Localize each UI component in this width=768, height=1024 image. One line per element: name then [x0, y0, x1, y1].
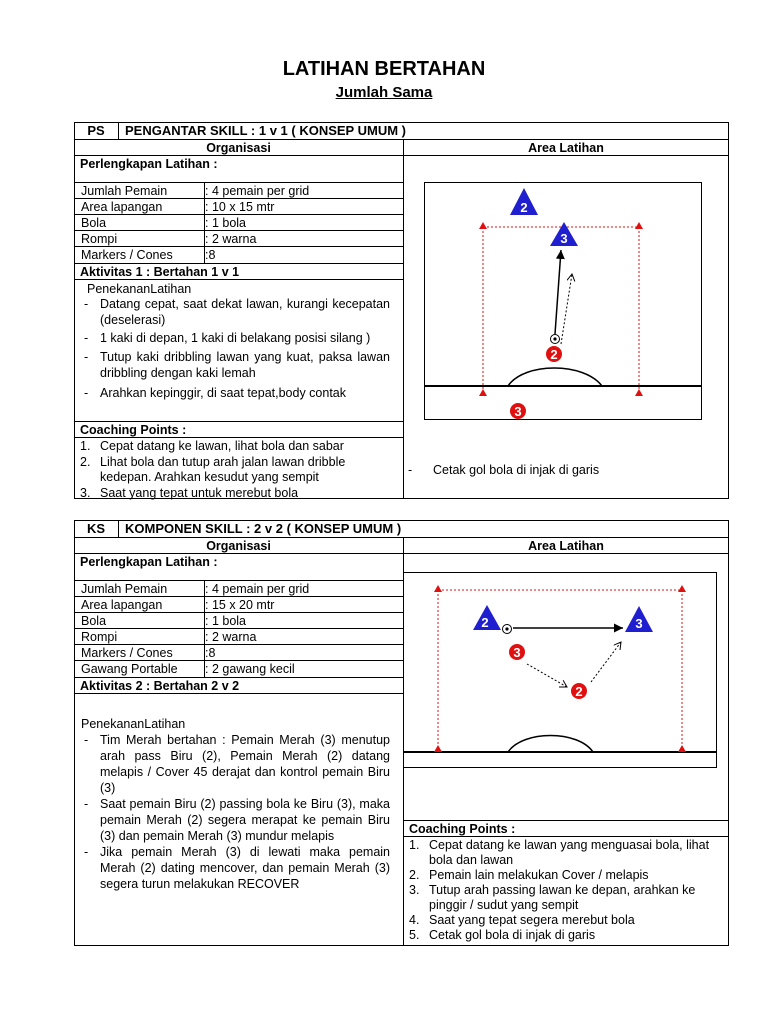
section2-field-diagram	[403, 572, 717, 768]
player-label: 3	[560, 231, 568, 246]
section1-coaching-title: Coaching Points :	[80, 423, 187, 437]
equip-key: Area lapangan	[81, 200, 163, 214]
player-label: 3	[635, 616, 643, 631]
section2-col-area: Area Latihan	[528, 539, 604, 553]
equip-value: : 1 bola	[205, 614, 247, 628]
player-label: 2	[481, 615, 489, 630]
player-label: 2	[575, 684, 583, 699]
list-item: - Tutup kaki dribbling lawan yang kuat, paksa lawan dribbling dengan kaki lemah	[74, 349, 390, 381]
section1-equip-title: Perlengkapan Latihan :	[80, 157, 218, 171]
list-item: - Tim Merah bertahan : Pemain Merah (3) menutup arah pass Biru (2), Pemain Merah (2) datang melapis / Cover 45 derajat dan kontrol pemain Biru (3)	[74, 732, 390, 796]
page-title: LATIHAN BERTAHAN	[282, 58, 486, 80]
equip-value: : 4 pemain per grid	[205, 184, 310, 198]
section2-coaching-list	[403, 838, 725, 943]
equip-key: Bola	[81, 614, 107, 628]
list-item: 2. Pemain lain melakukan Cover / melapis	[409, 868, 649, 882]
list-item: - Saat pemain Biru (2) passing bola ke Biru (3), maka pemain Merah (2) segera merapat ke pemain Biru (3) dan pemain Merah (3) mundur melapis	[74, 796, 390, 844]
section2-activity: Aktivitas 2 : Bertahan 2 v 2	[80, 679, 240, 693]
section2-equip-title: Perlengkapan Latihan :	[80, 555, 218, 569]
section1-col-area: Area Latihan	[528, 141, 604, 155]
equip-key: Bola	[81, 216, 107, 230]
equip-key: Rompi	[81, 232, 118, 246]
section2-heading: KOMPONEN SKILL : 2 v 2 ( KONSEP UMUM )	[125, 521, 402, 536]
equip-value: : 10 x 15 mtr	[205, 200, 275, 214]
list-item: 1. Cepat datang ke lawan, lihat bola dan sabar	[80, 439, 344, 453]
list-item: - 1 kaki di depan, 1 kaki di belakang posisi silang )	[74, 330, 390, 346]
section1-field-diagram	[424, 182, 702, 420]
equip-key: Rompi	[81, 630, 118, 644]
section1-area-note: - Cetak gol bola di injak di garis	[408, 463, 600, 477]
section1-activity: Aktivitas 1 : Bertahan 1 v 1	[80, 265, 240, 279]
list-item: - Jika pemain Merah (3) di lewati maka pemain Merah (2) dating mencover, dan pemain Merah (3) segera turun melakukan RECOVER	[74, 844, 390, 892]
equip-value: :8	[205, 248, 216, 262]
list-item: 5. Cetak gol bola di injak di garis	[409, 928, 596, 942]
section1-coaching-list	[74, 439, 394, 501]
player-label: 3	[514, 404, 522, 419]
field-border	[425, 183, 702, 420]
equip-key: Jumlah Pemain	[81, 184, 168, 198]
player-label: 3	[513, 645, 521, 660]
equip-value: : 2 warna	[205, 232, 257, 246]
section1-col-organisasi: Organisasi	[206, 141, 271, 155]
equip-value: : 4 pemain per grid	[205, 582, 310, 596]
section2-col-organisasi: Organisasi	[206, 539, 271, 553]
list-item: 1. Cepat datang ke lawan yang menguasai bola, lihat bola dan lawan	[409, 838, 710, 867]
field-border	[404, 573, 717, 768]
section2-code: KS	[86, 521, 106, 536]
equip-key: Markers / Cones	[81, 646, 173, 660]
page-subtitle: Jumlah Sama	[335, 84, 433, 101]
equip-value: :8	[205, 646, 216, 660]
player-label: 2	[520, 200, 528, 215]
section2-penekanan-label: PenekananLatihan	[81, 717, 186, 731]
equip-key: Jumlah Pemain	[81, 582, 168, 596]
list-item: 3. Saat yang tepat untuk merebut bola	[80, 486, 299, 500]
list-item: 2. Lihat bola dan tutup arah jalan lawan dribble kedepan. Arahkan kesudut yang sempit	[80, 455, 346, 484]
section1-heading: PENGANTAR SKILL : 1 v 1 ( KONSEP UMUM )	[125, 123, 406, 138]
list-item: 3. Tutup arah passing lawan ke depan, arahkan ke pinggir / sudut yang sempit	[409, 883, 696, 912]
section2-coaching-title: Coaching Points :	[409, 822, 516, 836]
equip-value: : 1 bola	[205, 216, 247, 230]
equip-value: : 2 warna	[205, 630, 257, 644]
player-label: 2	[550, 347, 558, 362]
list-item: 4. Saat yang tepat segera merebut bola	[409, 913, 635, 927]
equip-key: Markers / Cones	[81, 248, 173, 262]
equip-key: Area lapangan	[81, 598, 163, 612]
list-item: - Datang cepat, saat dekat lawan, kurangi kecepatan (deselerasi)	[74, 296, 390, 328]
section1-code: PS	[87, 123, 105, 138]
equip-value: : 15 x 20 mtr	[205, 598, 275, 612]
list-item: - Arahkan kepinggir, di saat tepat,body contak	[74, 385, 390, 401]
section1-penekanan-label: PenekananLatihan	[87, 282, 192, 296]
section1-penekanan-list	[74, 296, 390, 401]
section2-penekanan-list	[74, 732, 390, 892]
equip-value: : 2 gawang kecil	[205, 662, 295, 676]
equip-key: Gawang Portable	[81, 662, 178, 676]
